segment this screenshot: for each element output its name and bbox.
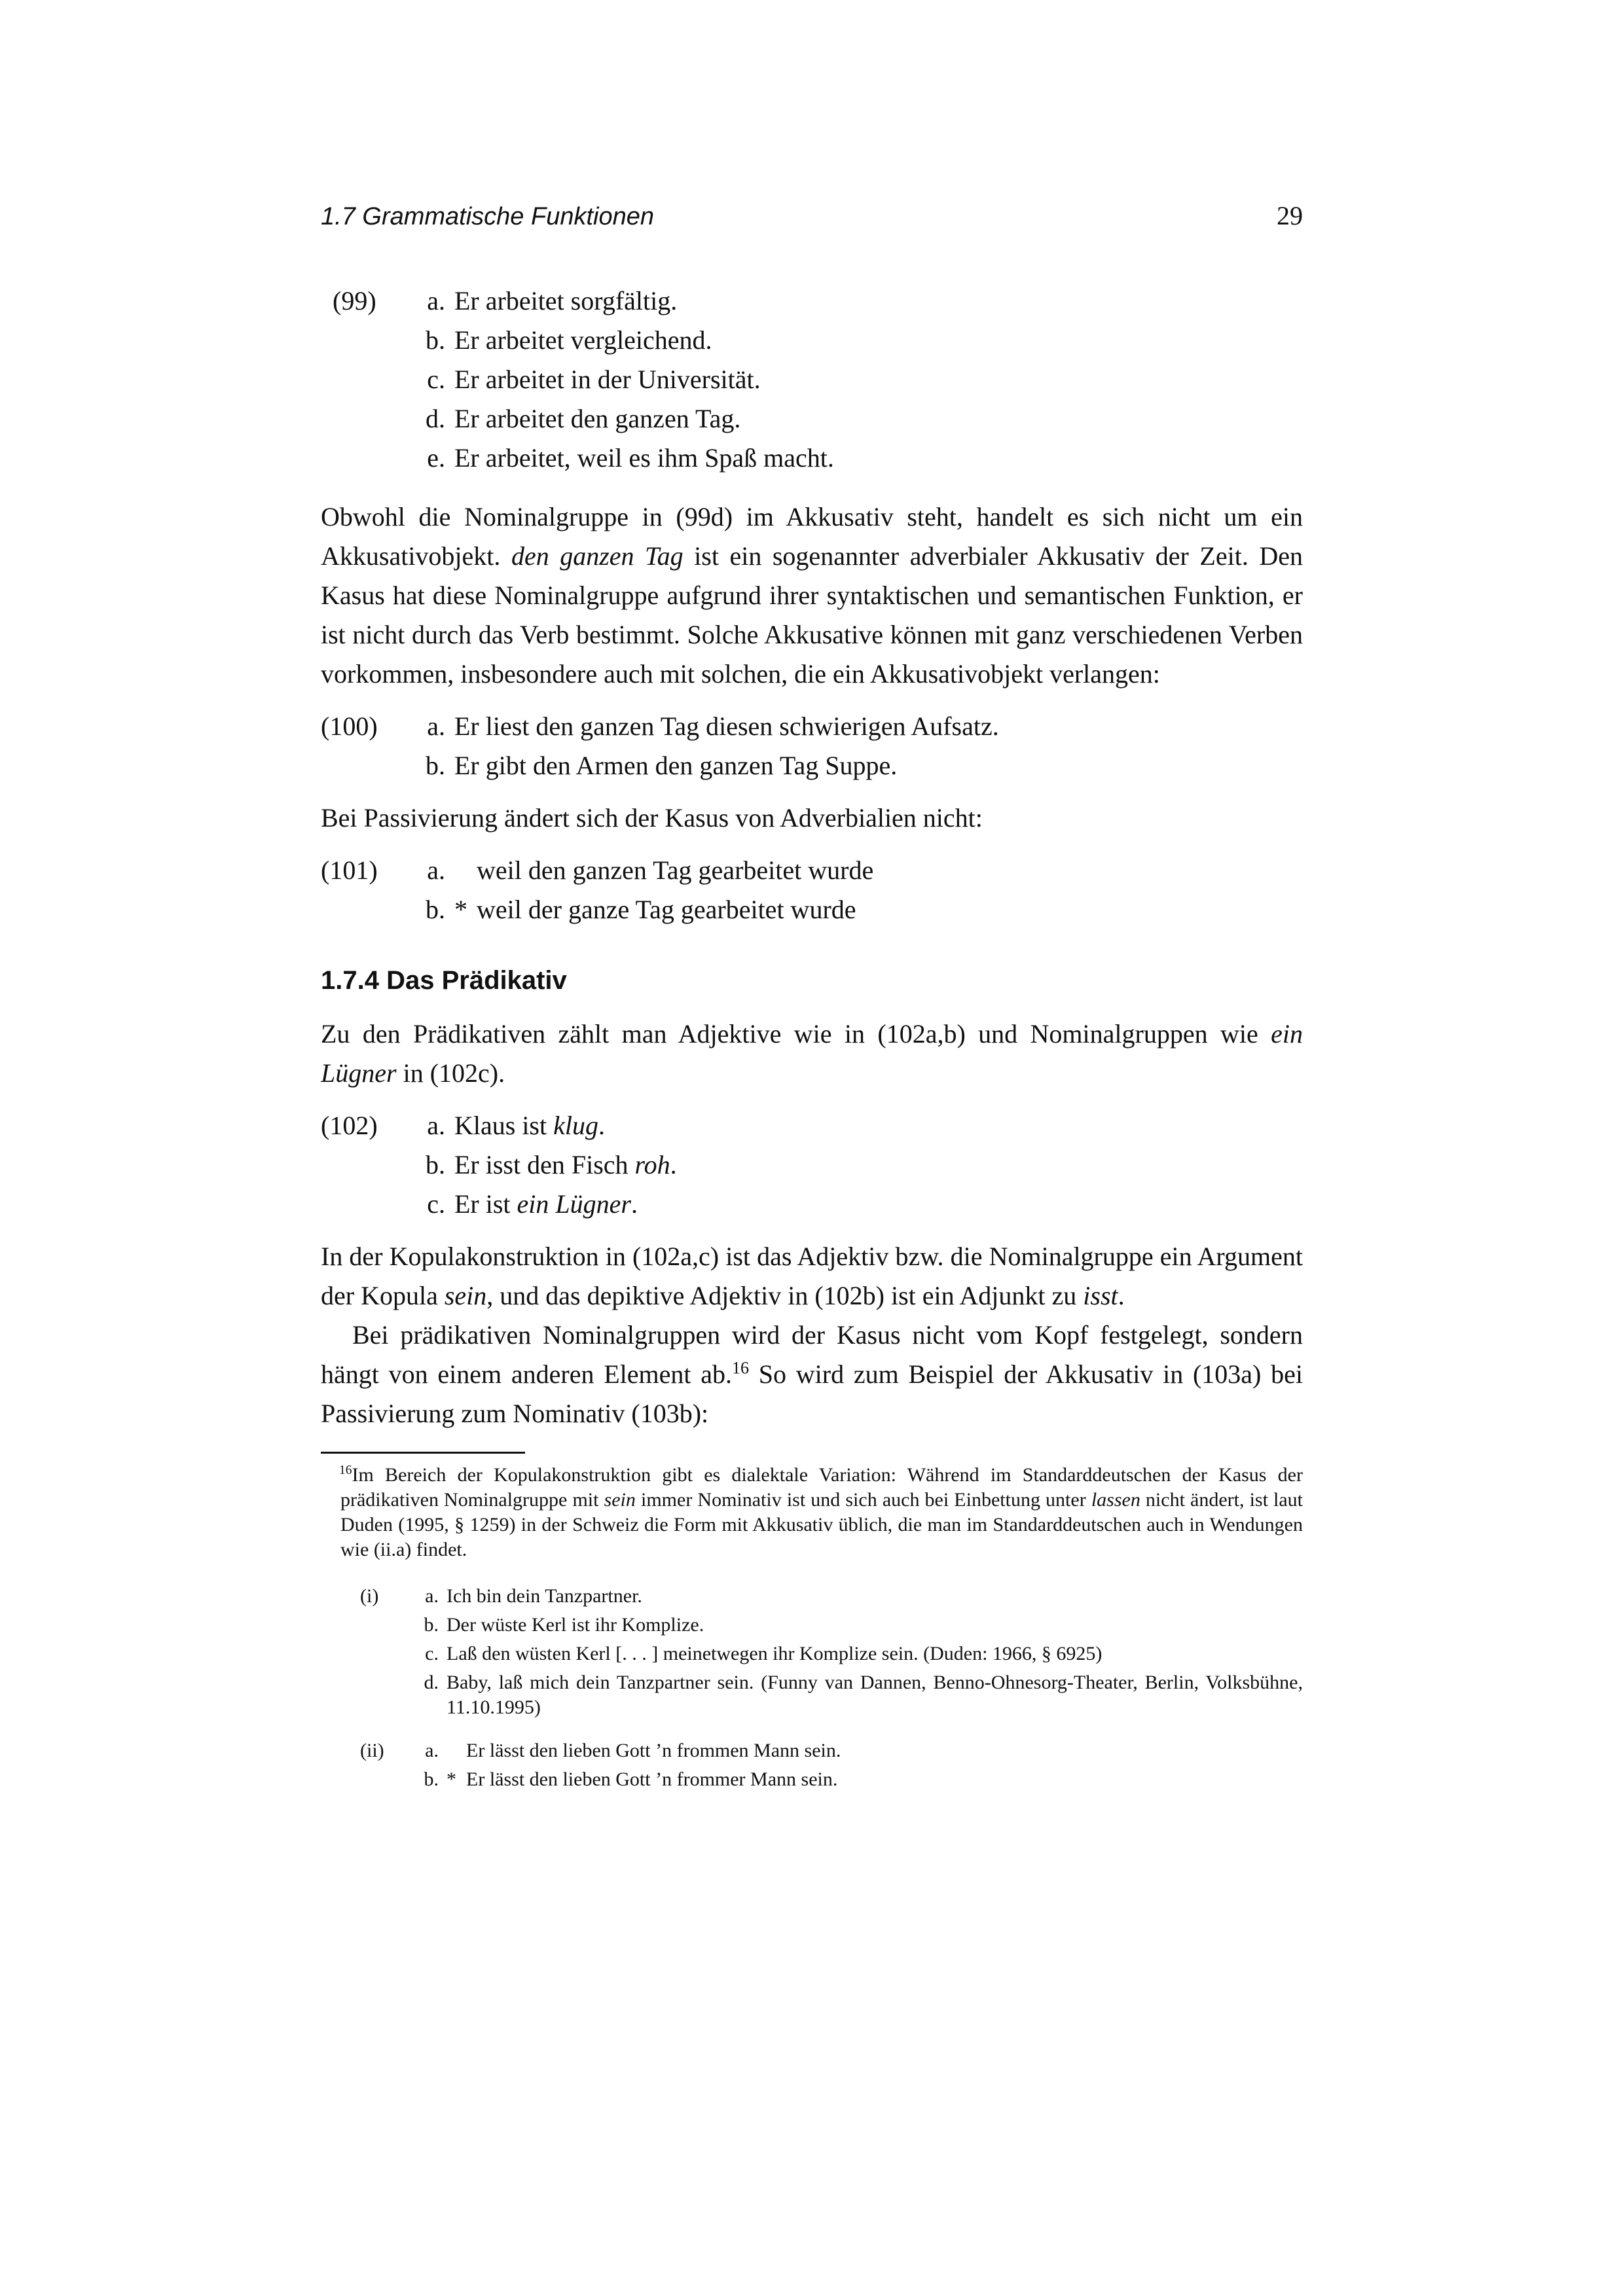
example-100	[321, 707, 1303, 785]
example-item	[419, 746, 1303, 785]
text-run: nicht ändert, ist laut Duden (1995, § 1259) in der Schweiz die Form mit Akkusativ üblich, die man im Standarddeutschen auch in Wendungen wie (ii.a) findet.	[340, 1489, 1303, 1560]
page-number: 29	[1277, 201, 1303, 230]
item-label: a.	[427, 286, 445, 315]
example-item	[412, 1736, 1303, 1765]
text-run: ist ein sogenannter adverbialer Akkusativ der Zeit. Den Kasus hat diese Nominalgruppe aufgrund ihrer syntaktischen und semantischen Funktion, er ist nicht durch das Verb bestimmt. Solche Akkusative können mit ganz verschiedenen Verben vorkommen, insbesondere auch mit solchen, die ein Akkusativobjekt verlangen:	[321, 541, 1303, 689]
item-text: Er arbeitet den ganzen Tag.	[454, 404, 741, 433]
running-title: 1.7 Grammatische Funktionen	[321, 203, 655, 230]
item-label: c.	[427, 365, 445, 394]
emphasis: ein Lügner	[517, 1189, 631, 1219]
example-item	[412, 1765, 1303, 1794]
emphasis: isst	[1083, 1281, 1118, 1310]
example-item	[419, 1185, 1303, 1224]
item-label: e.	[427, 443, 445, 473]
text-run: immer Nominativ ist und sich auch bei Einbettung unter	[635, 1489, 1091, 1511]
item-text: Ich bin dein Tanzpartner.	[447, 1585, 642, 1607]
item-text: Er arbeitet, weil es ihm Spaß macht.	[454, 443, 834, 473]
example-item	[419, 321, 1303, 360]
item-label: c.	[425, 1643, 439, 1664]
item-label: b.	[426, 895, 445, 924]
item-label: c.	[427, 1189, 445, 1219]
example-item	[419, 281, 1303, 321]
text-run: Bei prädikativen Nominalgruppen wird der Kasus nicht vom Kopf festgelegt, sondern hängt von einem anderen Element ab.	[321, 1320, 1303, 1389]
example-101	[321, 851, 1303, 929]
item-label: b.	[424, 1614, 439, 1636]
emphasis: ein Lügner	[321, 1019, 1303, 1088]
text-run: In der Kopulakonstruktion in (102a,c) ist das Adjektiv bzw. die Nominalgruppe ein Argument der Kopula	[321, 1242, 1303, 1310]
emphasis: sein	[604, 1489, 636, 1511]
text-run: Er ist	[454, 1189, 517, 1219]
item-label: d.	[424, 1672, 439, 1693]
paragraph-3	[321, 1014, 1303, 1093]
text-run: .	[598, 1111, 605, 1140]
footnote-reference[interactable]: 16	[732, 1358, 749, 1378]
footnote-16	[321, 1463, 1303, 1562]
example-item	[412, 1668, 1303, 1722]
grammaticality-mark: *	[447, 1768, 456, 1790]
item-label: a.	[427, 855, 445, 885]
example-item	[412, 1582, 1303, 1611]
example-item	[419, 439, 1303, 478]
example-number: (101)	[321, 855, 378, 885]
item-text: Er lässt den lieben Gott ’n frommer Mann sein.	[466, 1768, 838, 1790]
item-text: Er arbeitet vergleichend.	[454, 325, 712, 355]
example-item	[412, 1640, 1303, 1668]
text-run: .	[1118, 1281, 1125, 1310]
grammaticality-mark	[454, 851, 477, 890]
item-text: Laß den wüsten Kerl [. . . ] meinetwegen ihr Komplize sein. (Duden: 1966, § 6925)	[447, 1643, 1103, 1664]
item-label: b.	[426, 1150, 445, 1179]
item-text: weil der ganze Tag gearbeitet wurde	[477, 895, 856, 924]
emphasis: sein	[444, 1281, 487, 1310]
item-label: d.	[426, 404, 445, 433]
example-number: (ii)	[360, 1740, 384, 1761]
grammaticality-mark	[447, 1736, 466, 1765]
emphasis: roh	[634, 1150, 670, 1179]
emphasis: lassen	[1091, 1489, 1140, 1511]
example-number: (100)	[321, 711, 378, 741]
item-text	[454, 1145, 677, 1185]
example-item	[419, 890, 1303, 929]
text-run: Im Bereich der Kopulakonstruktion gibt es dialektale Variation: Während im Standarddeutschen der Kasus der prädikativen Nominalgruppe mit	[340, 1464, 1303, 1511]
item-text: Er arbeitet in der Universität.	[454, 365, 761, 394]
example-99	[321, 281, 1303, 478]
text-run: in (102c).	[396, 1058, 505, 1088]
example-number: (99)	[333, 286, 376, 315]
item-text: Baby, laß mich dein Tanzpartner sein. (Funny van Dannen, Benno-Ohnesorg-Theater, Berlin, Volksbühne, 11.10.1995)	[447, 1672, 1303, 1718]
text-run: Er isst den Fisch	[454, 1150, 635, 1179]
example-item	[419, 1145, 1303, 1185]
text-run: .	[630, 1189, 638, 1219]
emphasis: den ganzen Tag	[511, 541, 684, 571]
footnote-rule	[321, 1452, 525, 1454]
item-text: Er gibt den Armen den ganzen Tag Suppe.	[454, 751, 898, 780]
item-label: b.	[426, 325, 445, 355]
item-label: b.	[426, 751, 445, 780]
item-text: weil den ganzen Tag gearbeitet wurde	[477, 855, 874, 885]
footnote-number: 16	[339, 1463, 352, 1477]
text-run: , und das depiktive Adjektiv in (102b) ist ein Adjunkt zu	[486, 1281, 1084, 1310]
item-text: Er liest den ganzen Tag diesen schwierigen Aufsatz.	[454, 711, 999, 741]
item-text: Er lässt den lieben Gott ’n frommen Mann sein.	[466, 1740, 841, 1761]
item-text: Der wüste Kerl ist ihr Komplize.	[447, 1614, 704, 1636]
text-run: Zu den Prädikativen zählt man Adjektive wie in (102a,b) und Nominalgruppen wie	[321, 1019, 1271, 1049]
example-item	[419, 360, 1303, 399]
example-item	[419, 851, 1303, 890]
example-item	[419, 399, 1303, 439]
paragraph-5	[321, 1316, 1303, 1433]
item-label: a.	[425, 1740, 439, 1761]
item-label: b.	[424, 1768, 439, 1790]
example-item	[419, 707, 1303, 746]
footnote-example-i	[360, 1582, 1303, 1722]
example-102	[321, 1106, 1303, 1224]
item-label: a.	[427, 1111, 445, 1140]
footnote-example-ii	[360, 1736, 1303, 1794]
text-run: So wird zum Beispiel der Akkusativ in (103a) bei Passivierung zum Nominativ (103b):	[321, 1359, 1304, 1428]
running-header	[321, 196, 1303, 236]
example-item	[412, 1611, 1303, 1640]
emphasis: klug	[553, 1111, 598, 1140]
text-run: Obwohl die Nominalgruppe in (99d) im Akkusativ steht, handelt es sich nicht um ein Akkusativobjekt.	[321, 502, 1303, 571]
item-label: a.	[427, 711, 445, 741]
example-item	[419, 1106, 1303, 1145]
text-run: Klaus ist	[454, 1111, 554, 1140]
section-heading: 1.7.4 Das Prädikativ	[321, 966, 567, 995]
page	[321, 196, 1303, 1794]
text-run: .	[670, 1150, 677, 1179]
paragraph-2: Bei Passivierung ändert sich der Kasus von Adverbialien nicht:	[321, 803, 983, 833]
example-number: (i)	[360, 1585, 379, 1607]
item-label: a.	[425, 1585, 439, 1607]
paragraph-4	[321, 1237, 1303, 1316]
item-text	[454, 1106, 605, 1145]
paragraph-1	[321, 497, 1303, 694]
item-text: Er arbeitet sorgfältig.	[454, 286, 678, 315]
grammaticality-mark: *	[454, 895, 467, 924]
example-number: (102)	[321, 1111, 378, 1140]
item-text	[454, 1185, 638, 1224]
